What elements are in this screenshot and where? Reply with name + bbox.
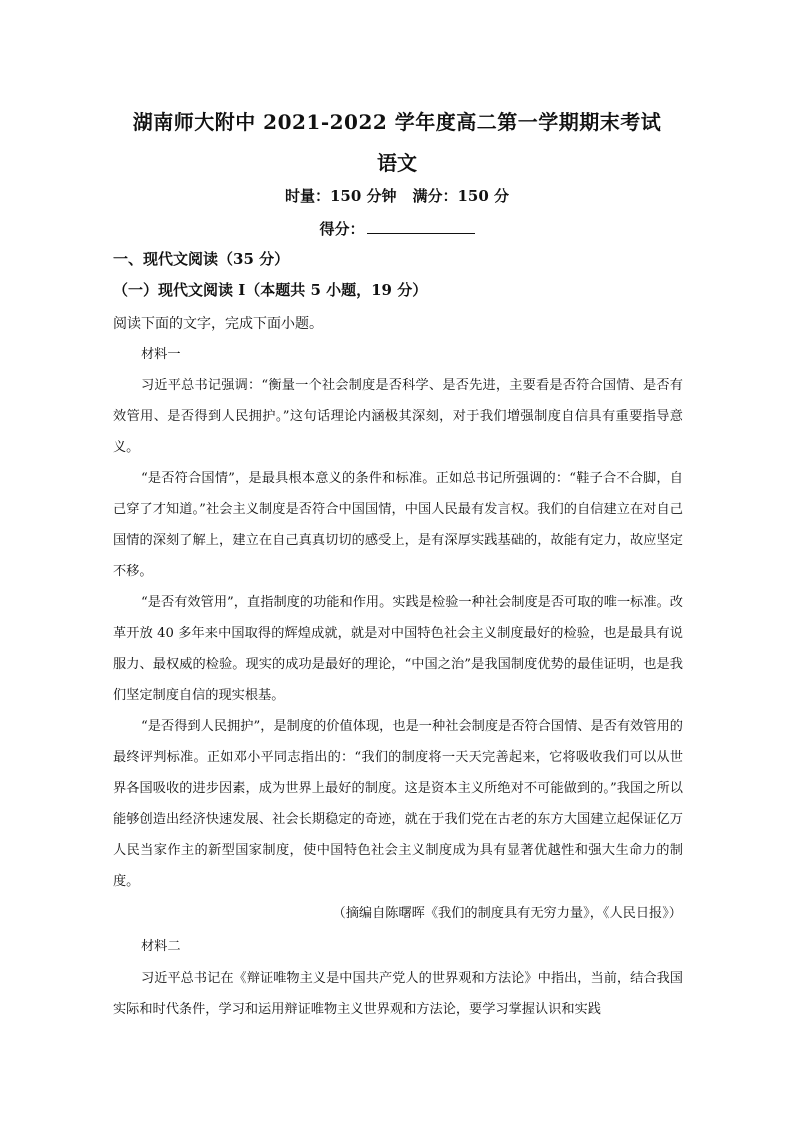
obtained-label: 得分： bbox=[319, 220, 365, 238]
exam-title: 湖南师大附中 2021-2022 学年度高二第一学期期末考试 bbox=[132, 110, 662, 134]
material2-paragraph: 习近平总书记在《辩证唯物主义是中国共产党人的世界观和方法论》中指出，当前，结合我国实际和时代条件，学习和运用辩证唯物主义世界观和方法论，要学习掌握认识和实践 bbox=[113, 971, 683, 1017]
section-heading: 一、现代文阅读（35 分） bbox=[113, 250, 290, 268]
score-label: 满分：150 分 bbox=[412, 187, 510, 205]
instruction: 阅读下面的文字，完成下面小题。 bbox=[113, 316, 323, 332]
section-subheading: （一）现代文阅读 I（本题共 5 小题，19 分） bbox=[113, 281, 428, 299]
exam-subject: 语文 bbox=[377, 151, 417, 175]
score-blank[interactable] bbox=[367, 219, 475, 234]
exam-meta bbox=[0, 185, 794, 206]
material1-paragraph-4: “是否得到人民拥护”，是制度的价值体现，也是一种社会制度是否符合国情、是否有效管用的最终评判标准。正如邓小平同志指出的：“我们的制度将一天天完善起来，它将吸收我们可以从世界各国吸收的进步因素，成为世界上最好的制度。这是资本主义所绝对不可能做到的。”我国之所以能够创造出经济快速发展、社会长期稳定的奇迹，就在于我们党在古老的东方大国建立起保证亿万人民当家作主的新型国家制度，使中国特色社会主义制度成为具有显著优越性和强大生命力的制度。 bbox=[113, 719, 683, 889]
material1-paragraph-2: “是否符合国情”，是最具根本意义的条件和标准。正如总书记所强调的：“鞋子合不合脚，自己穿了才知道。”社会主义制度是否符合中国国情，中国人民最有发言权。我们的自信建立在对自己国情的深刻了解上，建立在自己真真切切的感受上，是有深厚实践基础的，故能有定力，故应坚定不移。 bbox=[113, 471, 683, 579]
time-label: 时量：150 分钟 bbox=[284, 187, 397, 205]
material1-label: 材料一 bbox=[141, 347, 181, 362]
score-field bbox=[0, 218, 794, 239]
material1-paragraph-3: “是否有效管用”，直指制度的功能和作用。实践是检验一种社会制度是否可取的唯一标准。改革开放 40 多年来中国取得的辉煌成就，就是对中国特色社会主义制度最好的检验，也是最具有说服力、最权威的检验。现实的成功是最好的理论，“中国之治”是我国制度优势的最佳证明，也是我们坚定制度自信的现实根基。 bbox=[113, 595, 683, 703]
material2-label: 材料二 bbox=[141, 939, 181, 954]
material1-paragraph-1: 习近平总书记强调：“衡量一个社会制度是否科学、是否先进，主要看是否符合国情、是否有效管用、是否得到人民拥护。”这句话理论内涵极其深刻，对于我们增强制度自信具有重要指导意义。 bbox=[113, 378, 683, 455]
material1-source: （摘编自陈曙晖《我们的制度具有无穷力量》，《人民日报》） bbox=[332, 906, 682, 921]
